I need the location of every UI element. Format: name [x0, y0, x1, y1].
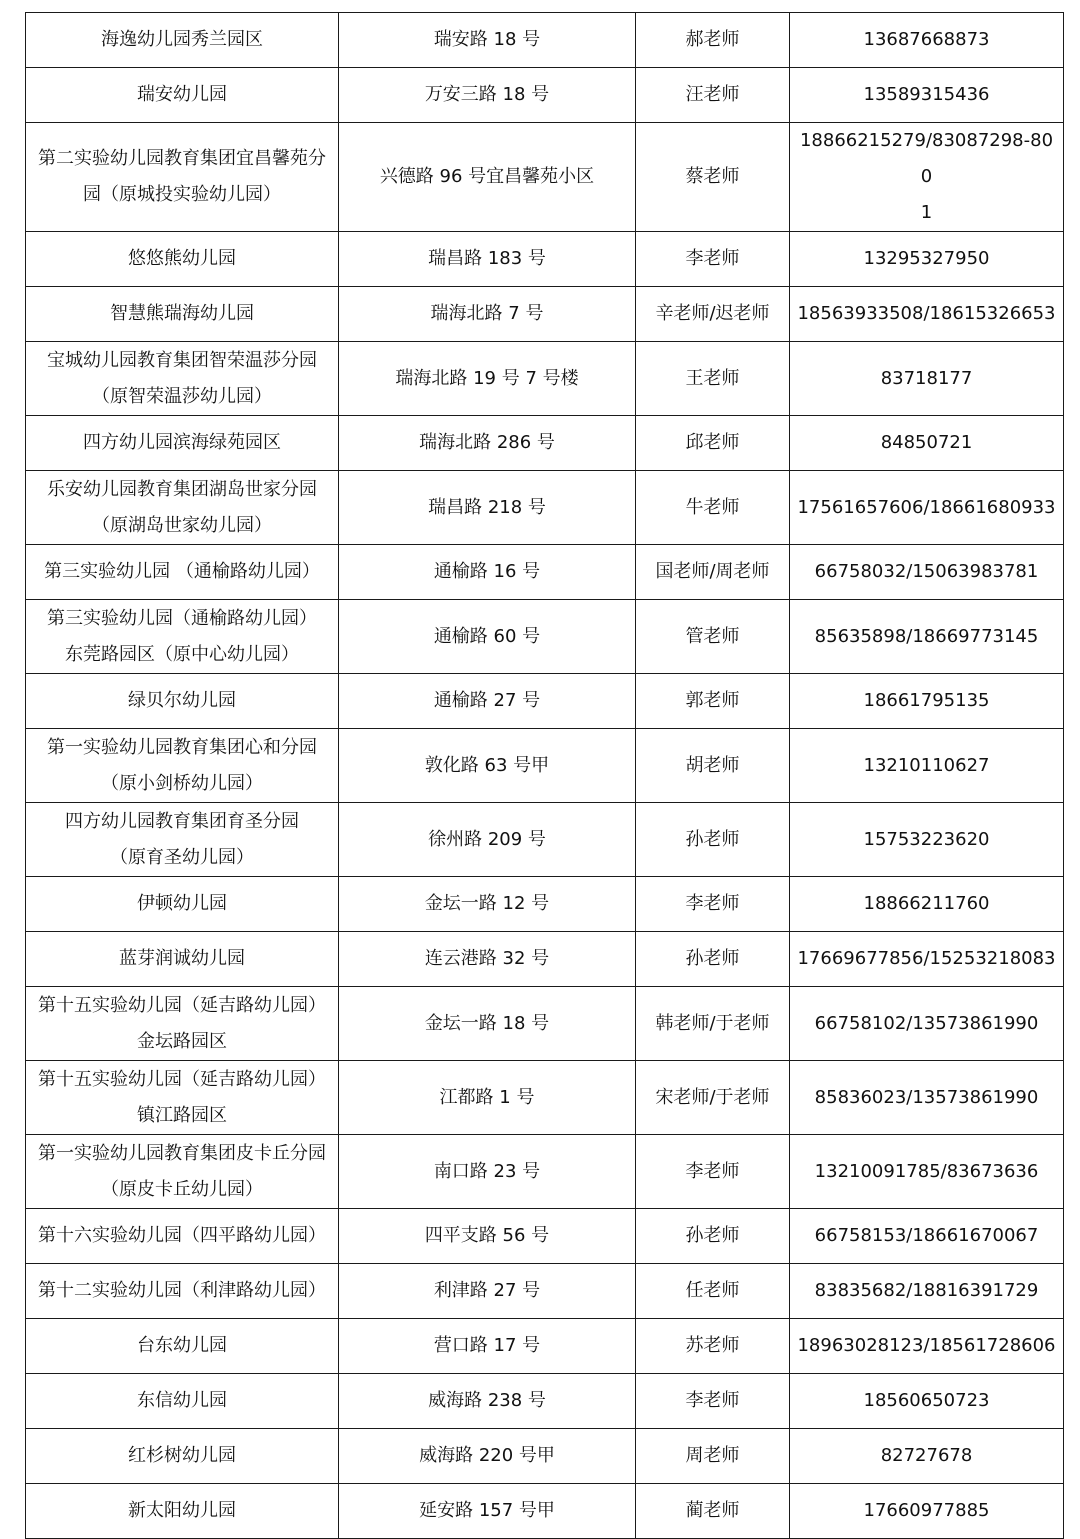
address-cell: 威海路 238 号 — [339, 1374, 636, 1429]
kindergarten-name-cell — [26, 1484, 339, 1539]
teacher-cell: 李老师 — [636, 1135, 790, 1209]
phone-cell — [790, 674, 1064, 729]
phone-cell — [790, 232, 1064, 287]
table-row — [26, 1484, 1064, 1539]
kindergarten-name-cell — [26, 1135, 339, 1209]
phone-cell-line: 18560650723 — [863, 1390, 990, 1411]
kindergarten-name-cell — [26, 674, 339, 729]
kindergarten-name-cell — [26, 545, 339, 600]
address-cell: 敦化路 63 号甲 — [339, 729, 636, 803]
teacher-cell: 牛老师 — [636, 471, 790, 545]
teacher-cell: 胡老师 — [636, 729, 790, 803]
phone-cell-line: 13210110627 — [863, 754, 990, 776]
kindergarten-name-cell — [26, 1061, 339, 1135]
kindergarten-name-cell — [26, 232, 339, 287]
kindergarten-name-cell-line: 第十六实验幼儿园（四平路幼儿园） — [38, 1225, 326, 1246]
phone-cell — [790, 1264, 1064, 1319]
table-row — [26, 1209, 1064, 1264]
phone-cell-line: 66758102/13573861990 — [814, 1012, 1039, 1034]
table-row — [26, 803, 1064, 877]
kindergarten-name-cell-line: 海逸幼儿园秀兰园区 — [101, 29, 263, 50]
phone-cell — [790, 1061, 1064, 1135]
table-row — [26, 1264, 1064, 1319]
kindergarten-name-cell-line: 第二实验幼儿园教育集团宜昌馨苑分 — [38, 148, 326, 169]
kindergarten-name-cell-line: （原育圣幼儿园） — [110, 846, 254, 868]
teacher-cell: 李老师 — [636, 877, 790, 932]
table-row — [26, 232, 1064, 287]
table-body — [26, 13, 1064, 1539]
phone-cell — [790, 342, 1064, 416]
kindergarten-name-cell — [26, 1429, 339, 1484]
teacher-cell: 蔺老师 — [636, 1484, 790, 1539]
kindergarten-name-cell-line: 宝城幼儿园教育集团智荣温莎分园 — [47, 349, 317, 371]
phone-cell-line: 82727678 — [880, 1445, 973, 1466]
kindergarten-name-cell-line: 四方幼儿园滨海绿苑园区 — [83, 432, 281, 453]
address-cell: 瑞安路 18 号 — [339, 13, 636, 68]
kindergarten-name-cell-line: （原皮卡丘幼儿园） — [101, 1178, 263, 1200]
table-row — [26, 287, 1064, 342]
kindergarten-name-cell-line: 瑞安幼儿园 — [137, 84, 227, 105]
table-row — [26, 1429, 1064, 1484]
kindergarten-name-cell-line: 乐安幼儿园教育集团湖岛世家分园 — [47, 478, 317, 500]
address-cell: 连云港路 32 号 — [339, 932, 636, 987]
kindergarten-name-cell-line: 红杉树幼儿园 — [128, 1445, 236, 1466]
phone-cell-line: 18563933508/18615326653 — [797, 303, 1056, 324]
table-row — [26, 1374, 1064, 1429]
teacher-cell: 孙老师 — [636, 1209, 790, 1264]
address-cell: 威海路 220 号甲 — [339, 1429, 636, 1484]
teacher-cell: 韩老师/于老师 — [636, 987, 790, 1061]
kindergarten-name-cell-line: （原湖岛世家幼儿园） — [92, 514, 272, 536]
address-cell: 瑞海北路 7 号 — [339, 287, 636, 342]
address-cell: 瑞昌路 183 号 — [339, 232, 636, 287]
table-row — [26, 545, 1064, 600]
teacher-cell: 郭老师 — [636, 674, 790, 729]
phone-cell — [790, 932, 1064, 987]
kindergarten-name-cell — [26, 342, 339, 416]
kindergarten-name-cell — [26, 803, 339, 877]
address-cell: 四平支路 56 号 — [339, 1209, 636, 1264]
table-row — [26, 1319, 1064, 1374]
teacher-cell: 李老师 — [636, 1374, 790, 1429]
kindergarten-name-cell — [26, 68, 339, 123]
table-row — [26, 1061, 1064, 1135]
phone-cell-line: 85635898/18669773145 — [814, 625, 1039, 647]
phone-cell — [790, 1319, 1064, 1374]
kindergarten-name-cell — [26, 13, 339, 68]
kindergarten-name-cell-line: 悠悠熊幼儿园 — [128, 248, 236, 269]
kindergarten-name-cell — [26, 877, 339, 932]
phone-cell — [790, 877, 1064, 932]
table-row — [26, 674, 1064, 729]
phone-cell — [790, 287, 1064, 342]
kindergarten-name-cell-line: 智慧熊瑞海幼儿园 — [110, 303, 254, 324]
teacher-cell: 宋老师/于老师 — [636, 1061, 790, 1135]
kindergarten-name-cell-line: 第三实验幼儿园（通榆路幼儿园） — [47, 607, 317, 629]
kindergarten-name-cell-line: 第十五实验幼儿园（延吉路幼儿园） — [38, 994, 326, 1016]
address-cell: 瑞海北路 19 号 7 号楼 — [339, 342, 636, 416]
teacher-cell: 任老师 — [636, 1264, 790, 1319]
table-row — [26, 987, 1064, 1061]
phone-cell — [790, 1429, 1064, 1484]
teacher-cell: 郝老师 — [636, 13, 790, 68]
table-row — [26, 68, 1064, 123]
kindergarten-name-cell-line: 第一实验幼儿园教育集团心和分园 — [47, 736, 317, 758]
phone-cell-line: 83835682/18816391729 — [814, 1280, 1039, 1301]
table-row — [26, 1135, 1064, 1209]
phone-cell — [790, 416, 1064, 471]
phone-cell — [790, 1484, 1064, 1539]
phone-cell-line: 17660977885 — [863, 1500, 990, 1521]
phone-cell-line: 13295327950 — [863, 248, 990, 269]
kindergarten-name-cell-line: 四方幼儿园教育集团育圣分园 — [65, 810, 299, 832]
phone-cell-line: 1 — [920, 202, 933, 223]
address-cell: 万安三路 18 号 — [339, 68, 636, 123]
kindergarten-name-cell — [26, 987, 339, 1061]
teacher-cell: 苏老师 — [636, 1319, 790, 1374]
phone-cell — [790, 1135, 1064, 1209]
phone-cell-line: 15753223620 — [863, 828, 990, 850]
phone-cell-line: 18866211760 — [863, 893, 990, 914]
address-cell: 通榆路 16 号 — [339, 545, 636, 600]
kindergarten-name-cell-line: 绿贝尔幼儿园 — [128, 690, 236, 711]
address-cell: 兴德路 96 号宜昌馨苑小区 — [339, 123, 636, 232]
teacher-cell: 周老师 — [636, 1429, 790, 1484]
phone-cell — [790, 1374, 1064, 1429]
teacher-cell: 孙老师 — [636, 932, 790, 987]
table-row — [26, 123, 1064, 232]
kindergarten-name-cell-line: 镇江路园区 — [137, 1104, 227, 1126]
phone-cell-line: 66758153/18661670067 — [814, 1225, 1039, 1246]
table-row — [26, 13, 1064, 68]
kindergarten-name-cell-line: （原智荣温莎幼儿园） — [92, 385, 272, 407]
phone-cell-line: 18866215279/83087298-800 — [799, 130, 1054, 187]
address-cell: 利津路 27 号 — [339, 1264, 636, 1319]
phone-cell-line: 83718177 — [880, 367, 973, 389]
kindergarten-name-cell-line: 伊顿幼儿园 — [137, 893, 227, 914]
address-cell: 江都路 1 号 — [339, 1061, 636, 1135]
phone-cell — [790, 729, 1064, 803]
phone-cell — [790, 1209, 1064, 1264]
address-cell: 通榆路 27 号 — [339, 674, 636, 729]
table-row — [26, 932, 1064, 987]
kindergarten-name-cell-line: 第一实验幼儿园教育集团皮卡丘分园 — [38, 1142, 326, 1164]
kindergarten-name-cell — [26, 1209, 339, 1264]
kindergarten-name-cell-line: 园（原城投实验幼儿园） — [83, 184, 281, 205]
phone-cell — [790, 68, 1064, 123]
phone-cell-line: 13589315436 — [863, 84, 990, 105]
phone-cell — [790, 600, 1064, 674]
table-row — [26, 729, 1064, 803]
phone-cell-line: 17669677856/15253218083 — [797, 948, 1056, 969]
address-cell: 金坛一路 12 号 — [339, 877, 636, 932]
teacher-cell: 邱老师 — [636, 416, 790, 471]
phone-cell — [790, 123, 1064, 232]
kindergarten-name-cell — [26, 416, 339, 471]
teacher-cell: 蔡老师 — [636, 123, 790, 232]
kindergarten-name-cell — [26, 287, 339, 342]
phone-cell — [790, 471, 1064, 545]
kindergarten-name-cell-line: 东信幼儿园 — [137, 1390, 227, 1411]
teacher-cell: 管老师 — [636, 600, 790, 674]
teacher-cell: 王老师 — [636, 342, 790, 416]
teacher-cell: 孙老师 — [636, 803, 790, 877]
kindergarten-name-cell — [26, 1374, 339, 1429]
kindergarten-name-cell-line: 第十五实验幼儿园（延吉路幼儿园） — [38, 1068, 326, 1090]
address-cell: 延安路 157 号甲 — [339, 1484, 636, 1539]
teacher-cell: 汪老师 — [636, 68, 790, 123]
kindergarten-name-cell-line: （原小剑桥幼儿园） — [101, 772, 263, 794]
address-cell: 营口路 17 号 — [339, 1319, 636, 1374]
kindergarten-name-cell — [26, 471, 339, 545]
teacher-cell: 国老师/周老师 — [636, 545, 790, 600]
kindergarten-name-cell-line: 东莞路园区（原中心幼儿园） — [65, 643, 299, 665]
phone-cell-line: 18661795135 — [863, 690, 990, 711]
phone-cell-line: 13687668873 — [863, 29, 990, 50]
kindergarten-name-cell — [26, 729, 339, 803]
table-row — [26, 600, 1064, 674]
kindergarten-name-cell-line: 金坛路园区 — [137, 1030, 227, 1052]
kindergarten-contact-table — [25, 12, 1064, 1539]
kindergarten-name-cell-line: 台东幼儿园 — [137, 1335, 227, 1356]
phone-cell — [790, 803, 1064, 877]
address-cell: 南口路 23 号 — [339, 1135, 636, 1209]
address-cell: 徐州路 209 号 — [339, 803, 636, 877]
kindergarten-name-cell — [26, 1264, 339, 1319]
phone-cell-line: 85836023/13573861990 — [814, 1086, 1039, 1108]
phone-cell-line: 84850721 — [880, 432, 973, 453]
phone-cell-line: 18963028123/18561728606 — [797, 1335, 1056, 1356]
kindergarten-name-cell — [26, 932, 339, 987]
kindergarten-name-cell-line: 第三实验幼儿园 （通榆路幼儿园） — [44, 561, 320, 582]
phone-cell — [790, 545, 1064, 600]
phone-cell-line: 13210091785/83673636 — [814, 1160, 1039, 1182]
table-row — [26, 342, 1064, 416]
kindergarten-name-cell-line: 蓝芽润诚幼儿园 — [119, 948, 245, 969]
table-row — [26, 877, 1064, 932]
kindergarten-name-cell — [26, 1319, 339, 1374]
kindergarten-name-cell — [26, 123, 339, 232]
kindergarten-name-cell — [26, 600, 339, 674]
phone-cell-line: 17561657606/18661680933 — [797, 496, 1056, 518]
table-row — [26, 471, 1064, 545]
phone-cell-line: 66758032/15063983781 — [814, 561, 1039, 582]
teacher-cell: 李老师 — [636, 232, 790, 287]
phone-cell — [790, 13, 1064, 68]
phone-cell — [790, 987, 1064, 1061]
address-cell: 通榆路 60 号 — [339, 600, 636, 674]
table-row — [26, 416, 1064, 471]
kindergarten-name-cell-line: 第十二实验幼儿园（利津路幼儿园） — [38, 1280, 326, 1301]
address-cell: 瑞海北路 286 号 — [339, 416, 636, 471]
address-cell: 金坛一路 18 号 — [339, 987, 636, 1061]
teacher-cell: 辛老师/迟老师 — [636, 287, 790, 342]
address-cell: 瑞昌路 218 号 — [339, 471, 636, 545]
kindergarten-name-cell-line: 新太阳幼儿园 — [128, 1500, 236, 1521]
